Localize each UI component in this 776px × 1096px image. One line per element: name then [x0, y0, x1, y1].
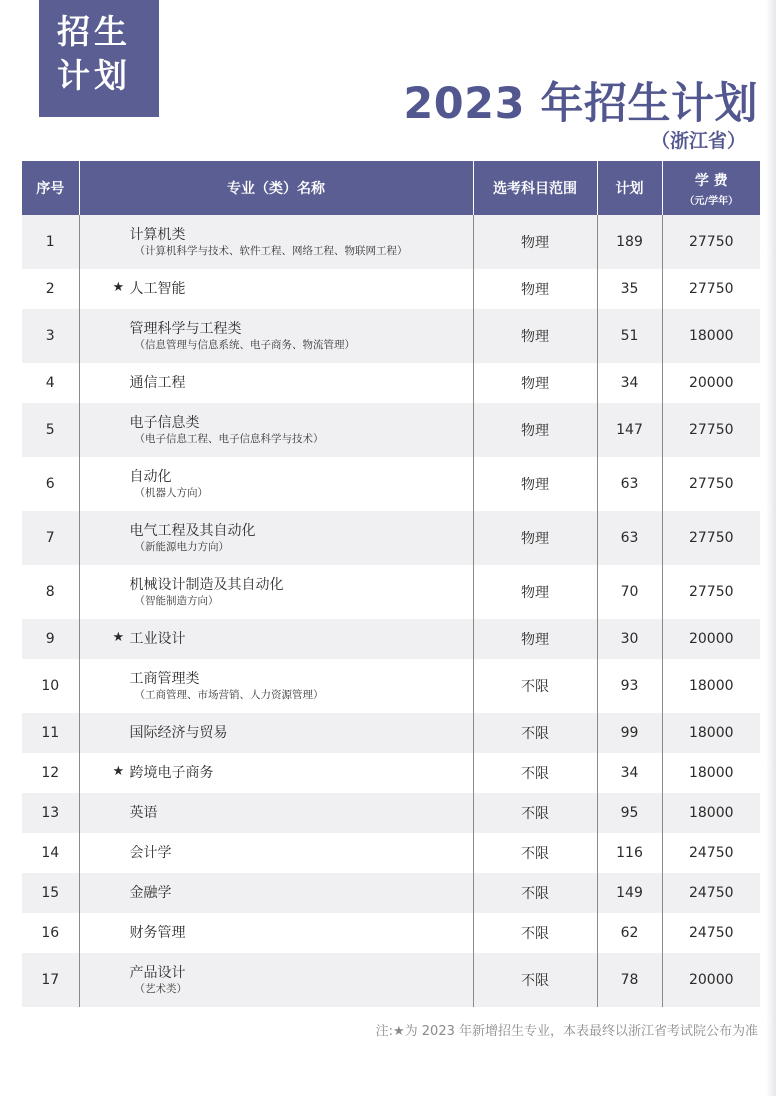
row-plan: 30: [597, 619, 662, 659]
header-plan: 计划: [597, 161, 662, 215]
enrollment-plan-table: [22, 161, 760, 1007]
row-major-cell: [79, 269, 473, 309]
row-major-cell: [79, 953, 473, 1007]
row-major-cell: [79, 309, 473, 363]
row-plan: 189: [597, 215, 662, 269]
table-row: [22, 457, 760, 511]
major-name-wrap: [80, 374, 473, 392]
major-name: 机械设计制造及其自动化: [129, 576, 284, 593]
major-subtitle: （电子信息工程、电子信息科学与技术）: [134, 432, 324, 445]
row-plan: 78: [597, 953, 662, 1007]
major-name-wrap: [80, 884, 473, 902]
row-fee: 24750: [662, 913, 760, 953]
row-major-cell: [79, 833, 473, 873]
row-plan: 63: [597, 511, 662, 565]
major-name: 自动化: [129, 468, 172, 485]
row-index: 12: [22, 753, 79, 793]
row-subject: 物理: [473, 403, 597, 457]
row-fee: 18000: [662, 659, 760, 713]
row-major-cell: [79, 873, 473, 913]
table-row: [22, 753, 760, 793]
row-fee: 20000: [662, 953, 760, 1007]
row-index: 5: [22, 403, 79, 457]
row-fee: 27750: [662, 511, 760, 565]
row-plan: 34: [597, 753, 662, 793]
major-name-wrap: [80, 630, 473, 648]
major-name: 工商管理类: [129, 670, 200, 687]
major-name-wrap: [80, 924, 473, 942]
table-header-row: [22, 161, 760, 215]
row-index: 3: [22, 309, 79, 363]
header-index: 序号: [22, 161, 79, 215]
major-name-wrap: [80, 226, 473, 259]
row-index: 1: [22, 215, 79, 269]
table-body: [22, 215, 760, 1007]
row-subject: 物理: [473, 215, 597, 269]
row-subject: 物理: [473, 511, 597, 565]
row-plan: 95: [597, 793, 662, 833]
badge-line-1: 招生: [57, 12, 131, 51]
row-index: 16: [22, 913, 79, 953]
major-name-wrap: [80, 320, 473, 353]
row-fee: 27750: [662, 403, 760, 457]
row-plan: 34: [597, 363, 662, 403]
row-index: 17: [22, 953, 79, 1007]
row-fee: 24750: [662, 873, 760, 913]
major-name: 跨境电子商务: [129, 765, 214, 781]
row-index: 14: [22, 833, 79, 873]
major-name: 人工智能: [129, 281, 186, 297]
table-row: [22, 215, 760, 269]
table-row: [22, 511, 760, 565]
table-row: [22, 953, 760, 1007]
major-name-wrap: [80, 670, 473, 703]
page-subtitle: （浙江省）: [650, 130, 746, 152]
row-index: 6: [22, 457, 79, 511]
major-subtitle: （计算机科学与技术、软件工程、网络工程、物联网工程）: [134, 244, 408, 257]
major-subtitle: （新能源电力方向）: [134, 540, 229, 553]
major-name-wrap: [80, 468, 473, 501]
row-plan: 147: [597, 403, 662, 457]
row-major-cell: [79, 565, 473, 619]
row-subject: 不限: [473, 913, 597, 953]
row-fee: 20000: [662, 363, 760, 403]
header-subject: 选考科目范围: [473, 161, 597, 215]
row-plan: 35: [597, 269, 662, 309]
page-edge-shadow: [766, 0, 776, 1096]
major-subtitle: （智能制造方向）: [134, 594, 219, 607]
table-row: [22, 269, 760, 309]
row-fee: 27750: [662, 269, 760, 309]
major-name: 电气工程及其自动化: [129, 522, 256, 539]
page-title: 2023 年招生计划: [403, 79, 758, 129]
row-major-cell: [79, 659, 473, 713]
major-name: 国际经济与贸易: [129, 725, 228, 741]
table-row: [22, 833, 760, 873]
row-major-cell: [79, 403, 473, 457]
major-name-wrap: [80, 414, 473, 447]
row-fee: 24750: [662, 833, 760, 873]
row-index: 9: [22, 619, 79, 659]
row-fee: 18000: [662, 753, 760, 793]
header-fee-unit: （元/学年）: [684, 195, 739, 207]
major-name: 英语: [129, 805, 158, 821]
row-subject: 不限: [473, 713, 597, 753]
row-fee: 27750: [662, 457, 760, 511]
row-fee: 18000: [662, 793, 760, 833]
row-subject: 物理: [473, 619, 597, 659]
section-badge: [39, 0, 159, 117]
row-plan: 149: [597, 873, 662, 913]
table-row: [22, 403, 760, 457]
major-name-wrap: [80, 804, 473, 822]
row-major-cell: [79, 713, 473, 753]
row-fee: 27750: [662, 215, 760, 269]
row-index: 13: [22, 793, 79, 833]
major-subtitle: （信息管理与信息系统、电子商务、物流管理）: [134, 338, 355, 351]
row-subject: 物理: [473, 309, 597, 363]
row-plan: 62: [597, 913, 662, 953]
new-major-star-icon: ★: [112, 764, 125, 779]
major-name-wrap: [80, 724, 473, 742]
row-plan: 51: [597, 309, 662, 363]
row-major-cell: [79, 913, 473, 953]
table-row: [22, 659, 760, 713]
row-subject: 不限: [473, 833, 597, 873]
major-name-wrap: [80, 576, 473, 609]
header-fee: [662, 161, 760, 215]
table-row: [22, 873, 760, 913]
major-name-wrap: [80, 844, 473, 862]
row-subject: 物理: [473, 363, 597, 403]
row-major-cell: [79, 511, 473, 565]
major-name-wrap: [80, 764, 473, 782]
new-major-star-icon: ★: [112, 630, 125, 645]
row-plan: 63: [597, 457, 662, 511]
row-major-cell: [79, 363, 473, 403]
row-plan: 93: [597, 659, 662, 713]
major-subtitle: （工商管理、市场营销、人力资源管理）: [134, 688, 324, 701]
major-name-wrap: [80, 522, 473, 555]
row-subject: 物理: [473, 565, 597, 619]
table-row: [22, 619, 760, 659]
major-subtitle: （机器人方向）: [134, 486, 208, 499]
row-fee: 20000: [662, 619, 760, 659]
row-plan: 99: [597, 713, 662, 753]
row-major-cell: [79, 753, 473, 793]
table-row: [22, 913, 760, 953]
row-plan: 116: [597, 833, 662, 873]
row-subject: 不限: [473, 793, 597, 833]
row-index: 7: [22, 511, 79, 565]
table-row: [22, 309, 760, 363]
table-row: [22, 793, 760, 833]
major-name: 金融学: [129, 885, 172, 901]
row-plan: 70: [597, 565, 662, 619]
row-major-cell: [79, 619, 473, 659]
row-major-cell: [79, 793, 473, 833]
row-subject: 不限: [473, 953, 597, 1007]
major-name: 产品设计: [129, 964, 186, 981]
row-fee: 18000: [662, 309, 760, 363]
major-name: 计算机类: [129, 226, 186, 243]
new-major-star-icon: ★: [112, 280, 125, 295]
footnote: 注:★为 2023 年新增招生专业，本表最终以浙江省考试院公布为准: [375, 1024, 758, 1039]
header-major: 专业（类）名称: [79, 161, 473, 215]
row-subject: 不限: [473, 659, 597, 713]
major-name: 电子信息类: [129, 414, 200, 431]
row-fee: 18000: [662, 713, 760, 753]
major-name: 工业设计: [129, 631, 186, 647]
row-index: 10: [22, 659, 79, 713]
row-subject: 物理: [473, 269, 597, 309]
row-subject: 不限: [473, 753, 597, 793]
row-index: 4: [22, 363, 79, 403]
table-row: [22, 565, 760, 619]
major-name: 财务管理: [129, 925, 186, 941]
row-fee: 27750: [662, 565, 760, 619]
row-major-cell: [79, 457, 473, 511]
header-fee-label: 学 费: [694, 172, 728, 189]
row-index: 11: [22, 713, 79, 753]
badge-line-2: 计划: [57, 56, 131, 95]
table-row: [22, 363, 760, 403]
row-subject: 不限: [473, 873, 597, 913]
major-name-wrap: [80, 964, 473, 997]
major-subtitle: （艺术类）: [134, 982, 187, 995]
row-index: 8: [22, 565, 79, 619]
major-name: 通信工程: [129, 375, 186, 391]
row-index: 15: [22, 873, 79, 913]
row-subject: 物理: [473, 457, 597, 511]
major-name: 管理科学与工程类: [129, 320, 242, 337]
major-name: 会计学: [129, 845, 172, 861]
row-index: 2: [22, 269, 79, 309]
major-name-wrap: [80, 280, 473, 298]
table-row: [22, 713, 760, 753]
row-major-cell: [79, 215, 473, 269]
